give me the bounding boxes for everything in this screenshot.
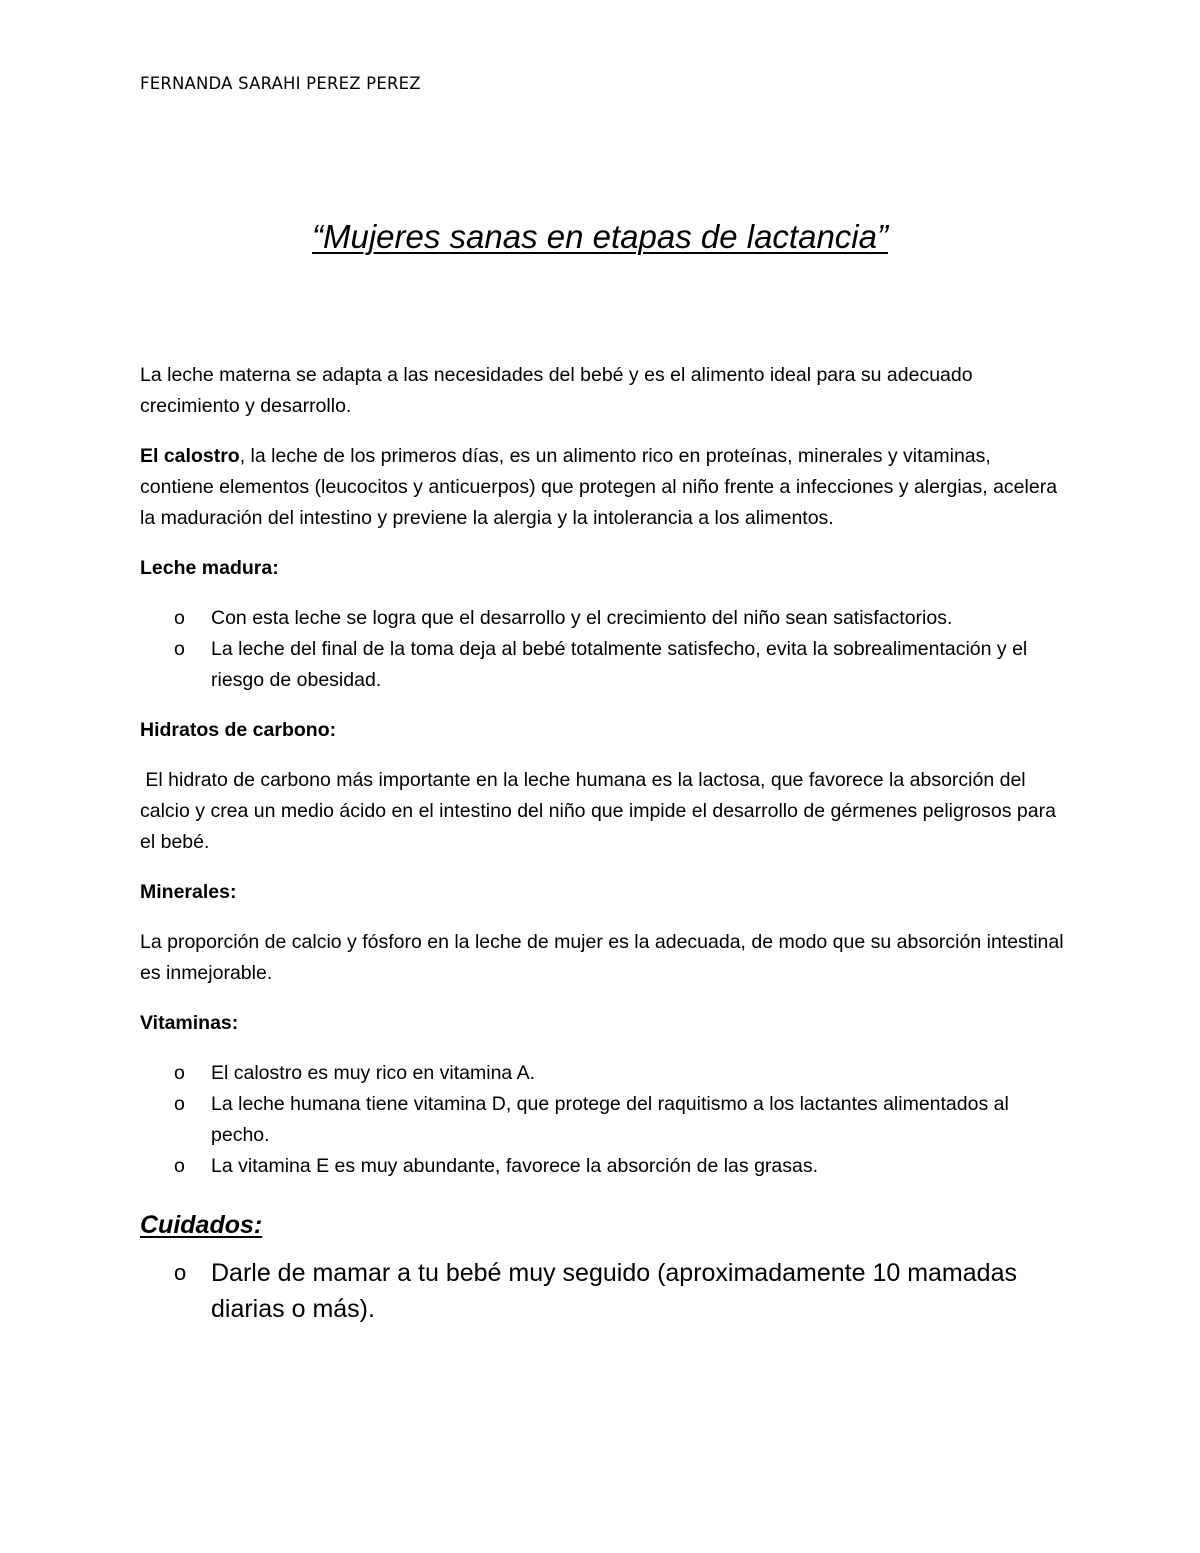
vitaminas-heading: Vitaminas: bbox=[140, 1012, 239, 1034]
hidratos-paragraph: El hidrato de carbono más importante en la leche humana es la lactosa, que favorece la absorción del calcio y crea un medio ácido en el intestino del niño que impide el desarrollo de gérmenes peligrosos para el bebé. bbox=[140, 769, 1062, 853]
minerales-heading: Minerales: bbox=[140, 881, 237, 903]
bullet-icon: o bbox=[174, 1155, 185, 1177]
list-item bbox=[140, 603, 1065, 634]
list-item bbox=[140, 1089, 1065, 1151]
list-item bbox=[140, 1255, 1065, 1327]
bullet-icon: o bbox=[174, 1093, 185, 1115]
author-header: FERNANDA SARAHI PEREZ PEREZ bbox=[140, 74, 421, 93]
list-item-text: La leche del final de la toma deja al bebé totalmente satisfecho, evita la sobrealimentación y el riesgo de obesidad. bbox=[211, 638, 1028, 691]
list-item-text: El calostro es muy rico en vitamina A. bbox=[211, 1062, 536, 1084]
calostro-text: , la leche de los primeros días, es un alimento rico en proteínas, minerales y vitaminas, contiene elementos (leucocitos y anticuerpos) que protegen al niño frente a infecciones y alergias, acelera la maduración del intestino y previene la alergia y la intolerancia a los alimentos. bbox=[140, 445, 1058, 529]
list-item-text: Con esta leche se logra que el desarrollo y el crecimiento del niño sean satisfactorios. bbox=[211, 607, 953, 629]
bullet-icon: o bbox=[174, 1062, 185, 1084]
list-item-text: Darle de mamar a tu bebé muy seguido (aproximadamente 10 mamadas diarias o más). bbox=[211, 1259, 1017, 1323]
vitaminas-list bbox=[140, 1058, 1065, 1182]
bullet-icon: o bbox=[174, 638, 185, 660]
bullet-icon: o bbox=[174, 1260, 187, 1285]
minerales-paragraph: La proporción de calcio y fósforo en la leche de mujer es la adecuada, de modo que su absorción intestinal es inmejorable. bbox=[140, 931, 1064, 984]
intro-paragraph: La leche materna se adapta a las necesidades del bebé y es el alimento ideal para su adecuado crecimiento y desarrollo. bbox=[140, 364, 973, 417]
leche-madura-heading: Leche madura: bbox=[140, 557, 279, 579]
list-item-text: La leche humana tiene vitamina D, que protege del raquitismo a los lactantes alimentados al pecho. bbox=[211, 1093, 1009, 1146]
document-body bbox=[140, 360, 1065, 1327]
calostro-label: El calostro bbox=[140, 445, 240, 467]
cuidados-list bbox=[140, 1255, 1065, 1327]
list-item bbox=[140, 1058, 1065, 1089]
calostro-paragraph bbox=[140, 441, 1065, 534]
hidratos-heading: Hidratos de carbono: bbox=[140, 719, 337, 741]
leche-madura-list bbox=[140, 603, 1065, 696]
cuidados-heading: Cuidados: bbox=[140, 1211, 263, 1239]
bullet-icon: o bbox=[174, 607, 185, 629]
document-title: “Mujeres sanas en etapas de lactancia” bbox=[312, 218, 888, 255]
list-item bbox=[140, 1151, 1065, 1182]
list-item-text: La vitamina E es muy abundante, favorece la absorción de las grasas. bbox=[211, 1155, 819, 1177]
list-item bbox=[140, 634, 1065, 696]
